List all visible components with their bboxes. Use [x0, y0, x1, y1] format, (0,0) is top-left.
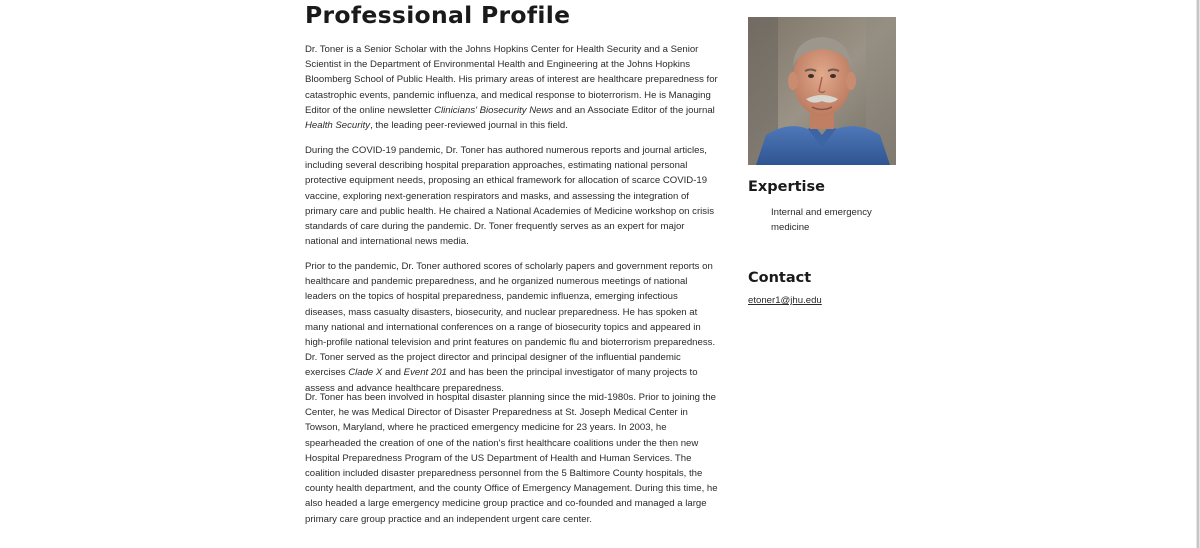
- profile-photo: [748, 17, 896, 165]
- profile-paragraph-4: Dr. Toner has been involved in hospital disaster planning since the mid-1980s. Prior to joining the Center, he was Medical Director of Disaster Preparedness at St. Joseph Medical Center in Towson, Maryland, where he practiced emergency medicine for 23 years. In 2003, he spearheaded the creation of one of the nation's first healthcare coalitions under the then new Hospital Preparedness Program of the US Department of Health and Human Services. The coalition included disaster preparedness personnel from the 5 Baltimore County hospitals, the county health department, and the county Office of Emergency Management. During this time, he also headed a large emergency medicine group practice and co-founded and managed a large primary care group practice and an independent urgent care center.: [305, 392, 718, 525]
- profile-paragraph-2: During the COVID-19 pandemic, Dr. Toner has authored numerous reports and journal articles, including several describing hospital preparation approaches, estimating national personal protective equipment needs, proposing an ethical framework for allocation of scarce COVID-19 vaccine, exploring next-generation respirators and masks, and assessing the integration of primary care and public health. He chaired a National Academies of Medicine workshop on crisis standards of care during the pandemic. Dr. Toner frequently serves as an expert for major national and international news media.: [305, 145, 715, 248]
- exercise-event-201: Event 201: [403, 367, 447, 379]
- paragraph-1-text-c: , the leading peer-reviewed journal in this field.: [370, 120, 568, 132]
- contact-heading: Contact: [748, 270, 812, 286]
- scrollbar-track[interactable]: [1196, 0, 1200, 548]
- expertise-heading: Expertise: [748, 179, 825, 195]
- paragraph-3-text-a: Prior to the pandemic, Dr. Toner authored scores of scholarly papers and government reports on healthcare and pandemic preparedness, and he organized numerous meetings of national leaders on the topics of hospital preparedness, pandemic influenza, emerging infectious diseases, mass casualty disasters, biosecurity, and nuclear preparedness. He has spoken at many national and international conferences on a range of biosecurity topics and appeared in high-profile national television and print features on pandemic flu and bioterrorism preparedness. Dr. Toner served as the project director and principal designer of the influential pandemic exercises: [305, 261, 716, 379]
- journal-title: Health Security: [305, 120, 371, 132]
- newsletter-title: Clinicians' Biosecurity News: [434, 104, 554, 116]
- profile-paragraph-3: [305, 259, 719, 396]
- email-link[interactable]: etoner1@jhu.edu: [748, 295, 822, 306]
- paragraph-3-text-b: and: [382, 367, 404, 379]
- expertise-list: [771, 205, 881, 235]
- paragraph-1-text-b: and an Associate Editor of the journal: [553, 104, 715, 116]
- paragraph-3-text-c: and has been the principal investigator of many projects to assess and advance healthcare preparedness.: [305, 367, 698, 394]
- page-title: Professional Profile: [305, 1, 571, 29]
- exercise-clade-x: Clade X: [348, 367, 383, 379]
- scrollbar-thumb[interactable]: [1197, 0, 1199, 548]
- profile-paragraph-1: [305, 42, 719, 133]
- expertise-item: Internal and emergency medicine: [771, 207, 872, 234]
- portrait-illustration: [748, 17, 896, 165]
- profile-main: [305, 0, 719, 525]
- paragraph-1-text-a: Dr. Toner is a Senior Scholar with the Johns Hopkins Center for Health Security and a Senior Scientist in the Department of Environmental Health and Engineering at the Johns Hopkins Bloomberg School of Public Health. His primary areas of interest are healthcare preparedness for catastrophic events, pandemic influenza, and medical response to bioterrorism. He is Managing Editor of the online newsletter: [305, 44, 718, 116]
